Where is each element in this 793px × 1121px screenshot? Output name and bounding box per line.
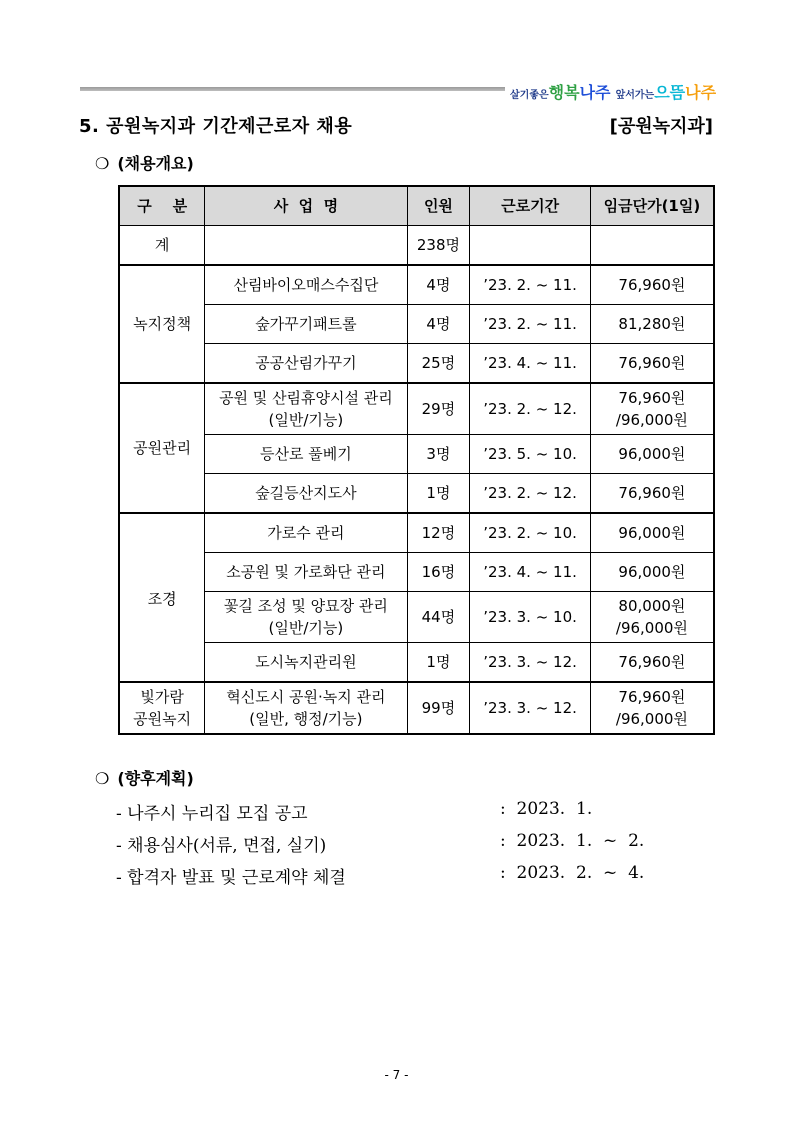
table-row [119,344,714,384]
daily-wage: 96,000원 [590,435,714,474]
work-period: ’23. 2. ~ 12. [470,474,590,514]
table-row [119,305,714,344]
project-name: 숲가꾸기패트롤 [205,305,407,344]
plan-item-label: - 합격자 발표 및 근로계약 체결 [116,868,346,888]
table-cell [205,226,407,266]
overview-heading [95,151,194,174]
overview-heading-text: (채용개요) [117,154,194,173]
project-name: 등산로 풀베기 [205,435,407,474]
logo-text: 으뜸 [654,83,686,102]
work-period: ’23. 2. ~ 12. [470,383,590,435]
table-header-row [119,186,714,226]
col-header-wage: 임금단가(1일) [590,186,714,226]
plan-item [116,831,645,856]
table-row [119,553,714,592]
department-label: [공원녹지과] [609,116,713,137]
table-row [119,513,714,553]
hiring-table [118,185,715,735]
plan-heading [95,766,194,789]
logo-text: 살기좋은 [510,90,549,101]
wage-line: 80,000원 [618,597,686,615]
headcount: 12명 [407,513,470,553]
project-name [205,383,407,435]
daily-wage: 76,960원 [590,265,714,305]
plan-item-date: : 2023. 1. [500,799,593,819]
work-period: ’23. 2. ~ 11. [470,265,590,305]
bullet-icon: ❍ [95,769,110,788]
headcount: 99명 [407,682,470,734]
city-slogan-logo [510,80,716,103]
daily-wage: 76,960원 [590,474,714,514]
table-row [119,682,714,734]
category-cell: 녹지정책 [119,265,205,383]
col-header-period: 근로기간 [470,186,590,226]
project-name [205,682,407,734]
category-label: 빛가람 [140,688,184,706]
daily-wage [590,592,714,643]
page-number: - 7 - [384,1068,409,1082]
section-title: 5. 공원녹지과 기간제근로자 채용 [79,116,353,137]
work-period: ’23. 3. ~ 12. [470,682,590,734]
table-row [119,265,714,305]
logo-text: 행복 [548,83,580,102]
headcount: 16명 [407,553,470,592]
daily-wage: 81,280원 [590,305,714,344]
plan-item-date: : 2023. 2. ~ 4. [500,863,645,883]
daily-wage: 76,960원 [590,344,714,384]
col-header-category: 구 분 [119,186,205,226]
daily-wage [590,383,714,435]
work-period: ’23. 5. ~ 10. [470,435,590,474]
col-header-count: 인원 [407,186,470,226]
wage-line: 76,960원 [618,688,686,706]
logo-text: 나주 [685,83,717,102]
project-name: 소공원 및 가로화단 관리 [205,553,407,592]
project-name: 가로수 관리 [205,513,407,553]
table-cell [470,226,590,266]
project-name: 도시녹지관리원 [205,643,407,683]
daily-wage: 96,000원 [590,513,714,553]
table-row [119,643,714,683]
category-cell [119,513,205,682]
logo-text: 앞서가는 [615,90,655,101]
header-rule [80,87,505,91]
category-cell [119,682,205,734]
project-name-line: (일반/기능) [268,619,344,637]
daily-wage: 96,000원 [590,553,714,592]
table-row [119,383,714,435]
project-name [205,592,407,643]
table-row [119,592,714,643]
project-name: 산림바이오매스수집단 [205,265,407,305]
project-name-line: 꽃길 조성 및 양묘장 관리 [223,597,388,615]
wage-line: /96,000원 [615,411,688,429]
category-cell: 공원관리 [119,383,205,513]
project-name: 공공산림가꾸기 [205,344,407,384]
headcount: 44명 [407,592,470,643]
bullet-icon: ❍ [95,154,110,173]
plan-item [116,863,645,888]
work-period: ’23. 4. ~ 11. [470,344,590,384]
plan-item-label: - 나주시 누리집 모집 공고 [116,804,308,824]
table-cell [590,226,714,266]
project-name-line: (일반, 행정/기능) [249,710,363,728]
work-period: ’23. 2. ~ 10. [470,513,590,553]
wage-line: 76,960원 [618,389,686,407]
headcount: 25명 [407,344,470,384]
plan-item [116,799,593,824]
headcount: 3명 [407,435,470,474]
project-name-line: 공원 및 산림휴양시설 관리 [219,389,393,407]
category-label: 조경 [147,590,177,608]
daily-wage [590,682,714,734]
total-label: 계 [119,226,205,266]
daily-wage: 76,960원 [590,643,714,683]
total-count: 238명 [407,226,470,266]
project-name: 숲길등산지도사 [205,474,407,514]
work-period: ’23. 3. ~ 10. [470,592,590,643]
work-period: ’23. 4. ~ 11. [470,553,590,592]
table-row [119,474,714,514]
plan-item-date: : 2023. 1. ~ 2. [500,831,645,851]
work-period: ’23. 2. ~ 11. [470,305,590,344]
headcount: 1명 [407,474,470,514]
category-label: 공원녹지 [133,710,192,728]
headcount: 1명 [407,643,470,683]
table-row [119,435,714,474]
total-row [119,226,714,266]
logo-text: 나주 [579,83,611,102]
headcount: 4명 [407,265,470,305]
project-name-line: (일반/기능) [268,411,344,429]
wage-line: /96,000원 [615,710,688,728]
wage-line: /96,000원 [615,619,688,637]
project-name-line: 혁신도시 공원·녹지 관리 [226,688,386,706]
headcount: 4명 [407,305,470,344]
headcount: 29명 [407,383,470,435]
plan-item-label: - 채용심사(서류, 면접, 실기) [116,836,327,856]
work-period: ’23. 3. ~ 12. [470,643,590,683]
col-header-project: 사 업 명 [205,186,407,226]
plan-heading-text: (향후계획) [117,769,194,788]
